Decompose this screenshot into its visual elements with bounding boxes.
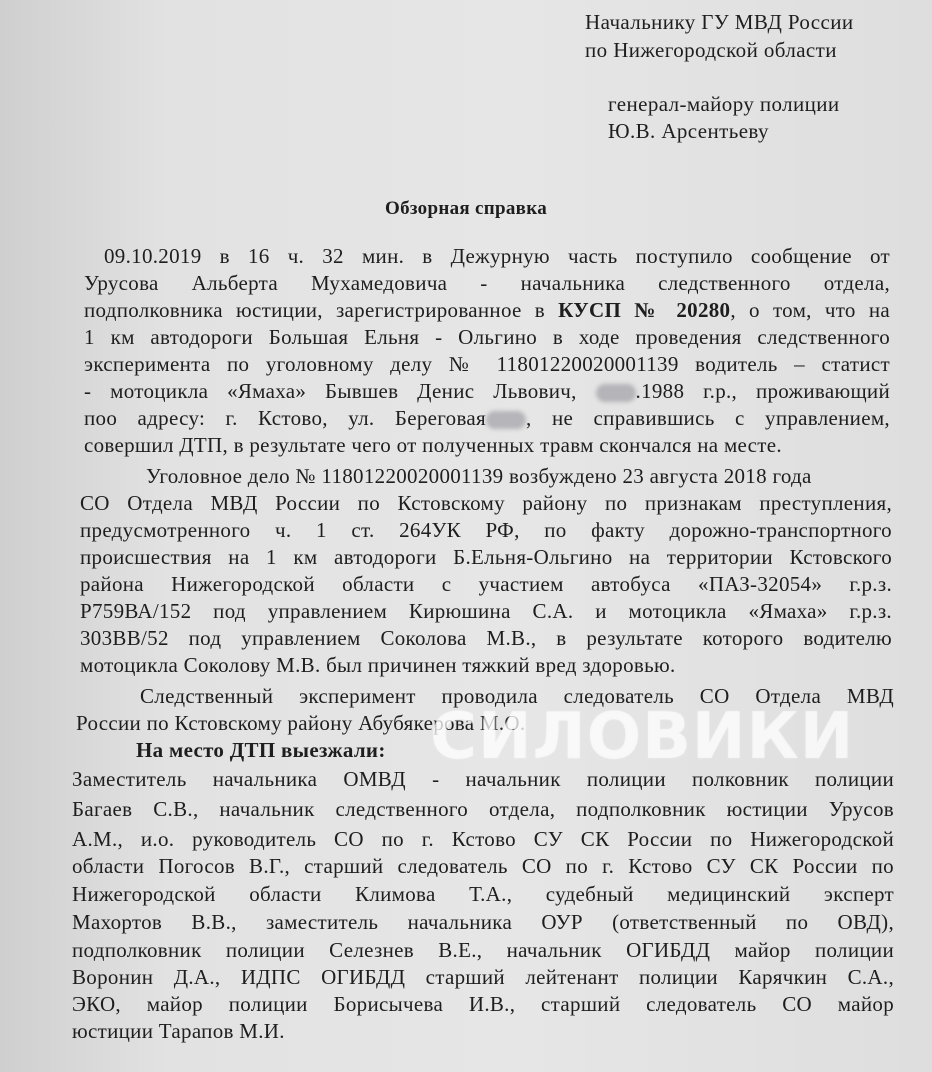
paragraph-4-line-4: области Погосов В.Г., старший следователь СО по г. Кстово СУ СК России по [72,854,894,878]
paragraph-4-line-7: подполковник полиции Селезнев В.Е., начальник ОГИБДД майор полиции [72,938,894,962]
document-title: Обзорная справка [384,198,547,219]
paragraph-4-line-5: Нижегородской области Климова Т.А., судебный медицинский эксперт [72,882,894,906]
redacted-date [596,384,636,402]
paragraph-2-line-1: Уголовное дело № 11801220020001139 возбуждено 23 августа 2018 года [146,464,812,488]
paragraph-2-line-3: предусмотренного ч. 1 ст. 264УК РФ, по факту дорожно-транспортного [80,518,892,542]
paragraph-2-line-4: происшествия на 1 км автодороги Б.Ельня-Ольгино на территории Кстовского [80,545,892,569]
addressee-line-1: Начальнику ГУ МВД России [585,10,854,34]
paragraph-3-line-1: Следственный эксперимент проводила следователь СО Отдела МВД [140,684,894,708]
paragraph-1-line-5: эксперимента по уголовному делу № 11801220020001139 водитель – статист [84,352,890,376]
kusp-number: КУСП № 20280 [558,298,731,322]
paragraph-2-line-6: Р759ВА/152 под управлением Кирюшина С.А. и мотоцикла «Ямаха» г.р.з. [80,599,892,623]
addressee-line-2: по Нижегородской области [585,38,837,62]
paragraph-1-line-2: Урусова Альберта Мухамедовича - начальника следственного отдела, [84,271,890,295]
paragraph-4-line-9: ЭКО, майор полиции Борисычева И.В., старший следователь СО майор [72,992,894,1016]
paragraph-3-line-2: России по Кстовскому району Абубякерова М.О. [76,711,526,735]
paragraph-2-line-7: 303ВВ/52 под управлением Соколова М.В., в результате которого водителю [80,626,892,650]
watermark-logo: СИЛОВИКИ [430,700,855,774]
paragraph-1-line-1: 09.10.2019 в 16 ч. 32 мин. в Дежурную часть поступило сообщение от [104,244,890,268]
paragraph-4-line-1: Заместитель начальника ОМВД - начальник полиции полковник полиции [72,767,894,791]
paragraph-1-line-8: совершил ДТП, в результате чего от полученных травм скончался на месте. [84,433,782,457]
section-subheading: На место ДТП выезжали: [136,738,386,762]
redacted-house-number [486,411,526,429]
paragraph-2-line-8: мотоцикла Соколову М.В. был причинен тяжкий вред здоровью. [80,653,676,677]
paragraph-4-line-2: Багаев С.В., начальник следственного отдела, подполковник юстиции Урусов [72,797,894,821]
paragraph-1-line-7: поо адресу: г. Кстово, ул. Береговая , не справившись с управлением, [84,406,890,430]
paragraph-1-line-3: подполковника юстиции, зарегистрированное в КУСП № 20280, о том, что на [84,298,891,322]
paragraph-2-line-5: района Нижегородской области с участием автобуса «ПАЗ-32054» г.р.з. [80,572,892,596]
addressee-line-3: генерал-майору полиции [608,92,840,116]
addressee-line-4: Ю.В. Арсентьеву [608,119,769,143]
paragraph-1-line-4: 1 км автодороги Большая Ельня - Ольгино в ходе проведения следственного [84,325,890,349]
paragraph-4-line-8: Воронин Д.А., ИДПС ОГИБДД старший лейтенант полиции Карячкин С.А., [72,965,894,989]
paragraph-1-line-6: - мотоцикла «Ямаха» Бывшев Денис Львович, .1988 г.р., проживающий [84,379,891,403]
paragraph-4-line-3: А.М., и.о. руководитель СО по г. Кстово СУ СК России по Нижегородской [72,827,894,851]
paragraph-4-line-6: Махортов В.В., заместитель начальника ОУР (ответственный по ОВД), [72,910,894,934]
paragraph-2-line-2: СО Отдела МВД России по Кстовскому району по признакам преступления, [80,491,892,515]
paragraph-4-line-10: юстиции Тарапов М.И. [72,1019,285,1043]
